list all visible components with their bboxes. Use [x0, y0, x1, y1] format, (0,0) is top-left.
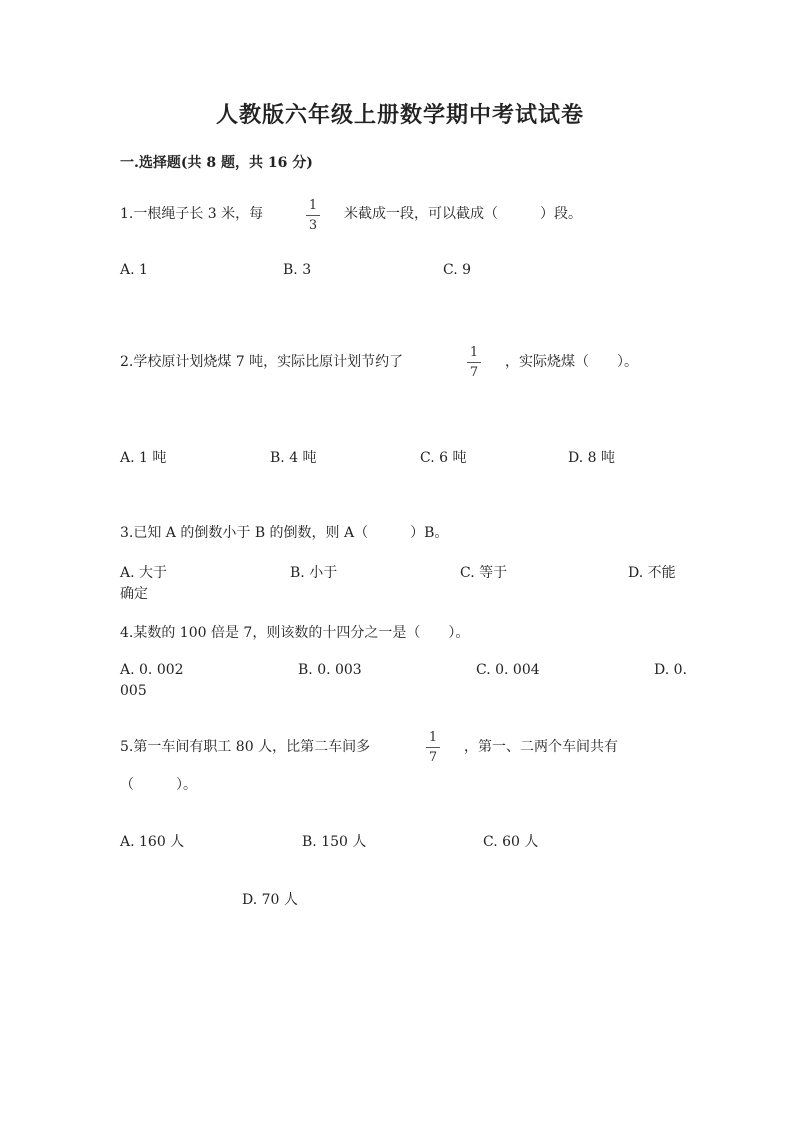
question-2-option-d[interactable]: D. 8 吨	[568, 450, 615, 466]
question-2-text: 2.学校原计划烧煤 7 吨，实际比原计划节约了	[120, 354, 404, 370]
fraction-numerator: 1	[308, 198, 318, 213]
fraction-numerator: 1	[469, 345, 479, 360]
question-4-text: 4.某数的 100 倍是 7，则该数的十四分之一是（ ）。	[120, 625, 470, 641]
question-2-fraction	[467, 346, 481, 379]
question-1-option-c[interactable]: C. 9	[443, 262, 472, 278]
fraction-bar	[426, 747, 440, 748]
question-5-option-c[interactable]: C. 60 人	[483, 834, 539, 850]
question-2-option-b[interactable]: B. 4 吨	[270, 450, 317, 466]
fraction-bar	[467, 362, 481, 363]
question-3-option-d[interactable]: D. 不能	[628, 565, 676, 581]
fraction-denominator: 3	[308, 218, 318, 233]
fraction-bar	[306, 215, 320, 216]
question-4-option-d[interactable]: D. 0.	[654, 662, 687, 678]
question-3-option-d-wrap: 确定	[120, 586, 148, 602]
fraction-numerator: 1	[428, 730, 438, 745]
question-3-text: 3.已知 A 的倒数小于 B 的倒数，则 A（ ）B。	[120, 525, 449, 541]
question-4-option-a[interactable]: A. 0. 002	[120, 662, 184, 678]
section-heading: 一.选择题(共 8 题，共 16 分)	[120, 155, 313, 171]
question-5-fraction	[426, 731, 440, 764]
question-1-option-a[interactable]: A. 1	[120, 262, 148, 278]
question-5-option-a[interactable]: A. 160 人	[120, 834, 185, 850]
question-3-option-a[interactable]: A. 大于	[120, 565, 168, 581]
question-4-option-d-wrap: 005	[120, 683, 147, 699]
question-2-text-cont: ，实际烧煤（ ）。	[505, 354, 638, 370]
question-5-text-cont: ，第一、二两个车间共有	[464, 739, 618, 755]
question-5-option-b[interactable]: B. 150 人	[302, 834, 367, 850]
fraction-denominator: 7	[469, 365, 479, 380]
fraction-denominator: 7	[428, 750, 438, 765]
page-title: 人教版六年级上册数学期中考试试卷	[215, 102, 584, 128]
question-1-option-b[interactable]: B. 3	[283, 262, 312, 278]
question-3-option-b[interactable]: B. 小于	[290, 565, 338, 581]
question-1-text-cont: 米截成一段，可以截成（ ）段。	[344, 206, 582, 222]
question-4-option-c[interactable]: C. 0. 004	[476, 662, 540, 678]
question-5-text: 5.第一车间有职工 80 人，比第二车间多	[120, 739, 371, 755]
question-1-fraction	[306, 199, 320, 232]
question-2-option-a[interactable]: A. 1 吨	[120, 450, 167, 466]
question-3-option-c[interactable]: C. 等于	[460, 565, 508, 581]
question-1-text: 1.一根绳子长 3 米，每	[120, 206, 264, 222]
question-5-option-d[interactable]: D. 70 人	[242, 892, 298, 908]
question-5-blank-line: （ ）。	[120, 777, 197, 793]
question-2-option-c[interactable]: C. 6 吨	[420, 450, 467, 466]
question-4-option-b[interactable]: B. 0. 003	[298, 662, 362, 678]
